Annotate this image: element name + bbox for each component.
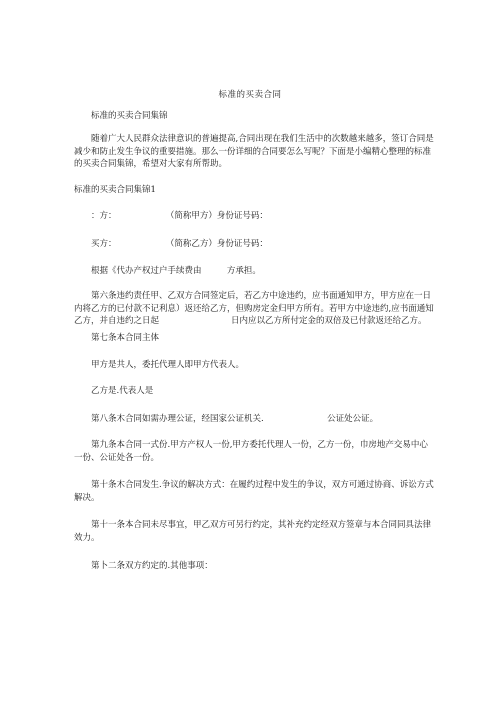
article-8-text-b: 公证处公证。 [327,414,379,424]
article-12: 第卜二条双方约定的.其他事项： [91,561,213,571]
buyer-note: （简称乙方）身份证号码： [165,239,268,249]
article-6-text: 第六条违约责任甲、乙双方合同签定后，若乙方中途违约，应书面通知甲方，甲方应在一日内将乙方的已付款不记利息）返还给乙方，但购房定金归甲方所有。若甲方中途违约,应书面通知乙方，并自违约之日起 [74,291,434,326]
article-11: 第十一条本合同未尽事宜，甲乙双方可另行约定，其补充约定经双方签章与本合同同具法律效力。 [74,520,432,543]
article-7: 第七条本合同主体 [91,333,160,343]
fee-text-b: 方承担。 [226,266,261,276]
document-subtitle: 标准的买卖合同集锦 [91,111,168,121]
article-9: 第九条本合同一式份.甲方产权人一份,甲方委托代理人一份，乙方一份，巾房地产交易中心一份、公证处各一份。 [74,440,428,463]
article-6 [74,290,436,328]
party-b-line: 乙方是.代表人是 [91,386,154,396]
party-a-line: 甲方是共人，委托代理人即甲方代表人。 [91,360,245,370]
intro-paragraph: 随着广大人民群众法律意识的普遍提高,合同出现在我们生活中的次数越来越多，签订合同是减少和防止发生争议的重要措施。那么一份详细的合同要怎么写呢？下面是小编精心整理的标准的买卖合同集锦，希望对大家有所帮助。 [74,134,434,169]
seller-note: （简称甲方）身份证号码： [165,211,268,221]
buyer-row [91,238,268,250]
section-heading: 标准的买卖合同集锦1 [74,185,156,195]
fee-line [91,265,261,277]
article-10: 第十条木合同发生.争议的解决方式：在履约过程中发生的争议，双方可通过协商、诉讼方式解决。 [74,480,434,503]
seller-label: ：方： [91,211,117,221]
seller-row [91,210,268,222]
article-8 [91,413,378,425]
article-6-tail: 日内应以乙方所付定金的双倍及已付款返还给乙方。 [231,316,427,326]
fee-text-a: 根据《代办产权过户手续费由 [91,266,202,276]
buyer-label: 买方： [91,239,117,249]
article-8-text-a: 第八条木合同如需办理公证，经国家公证机关. [91,414,264,424]
document-title: 标准的买卖合同 [218,90,282,100]
